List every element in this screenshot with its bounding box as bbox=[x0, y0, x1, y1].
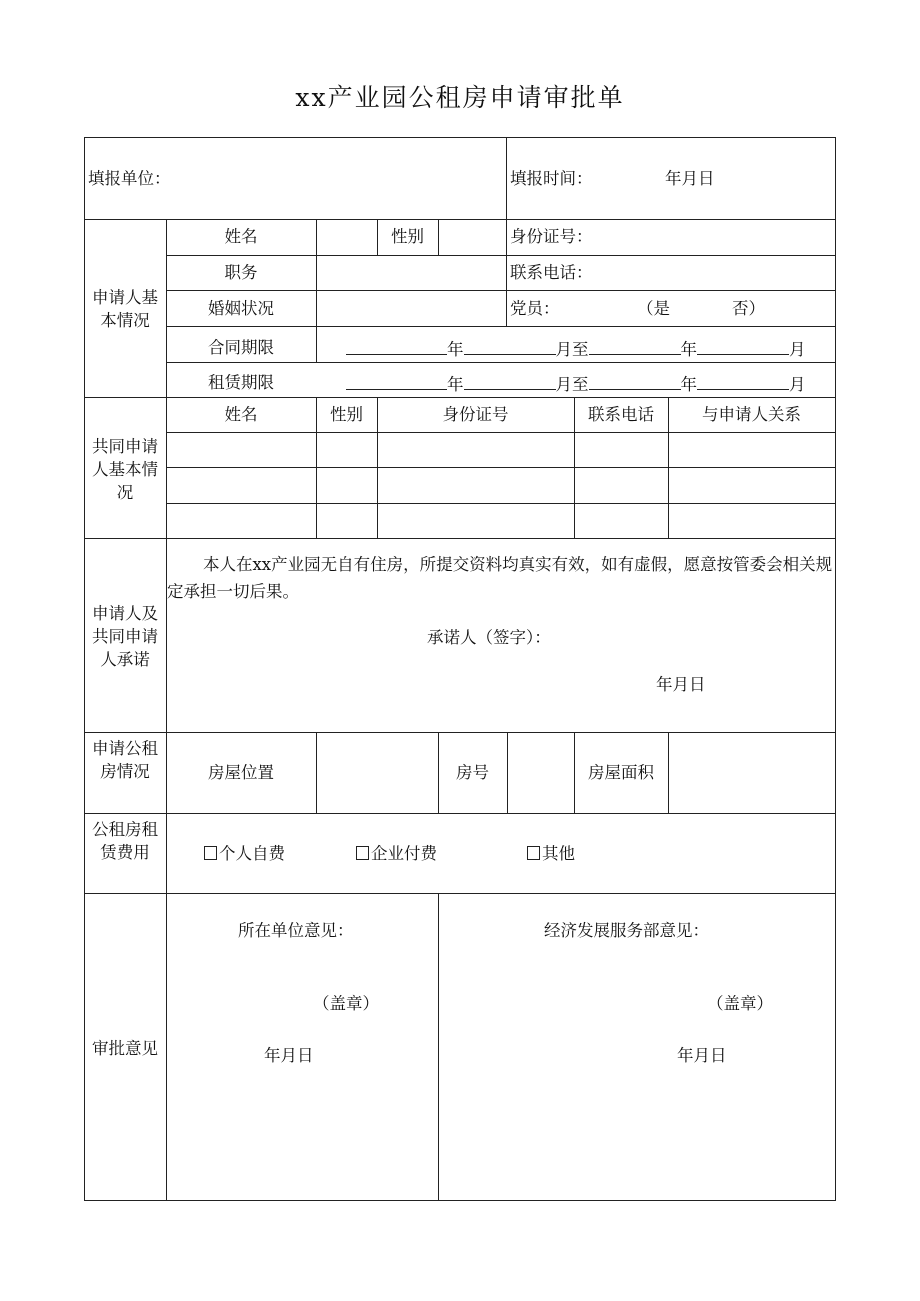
housing-area-label: 房屋面积 bbox=[588, 763, 654, 782]
co-col-name: 姓名 bbox=[224, 405, 258, 424]
marital-label: 婚姻状况 bbox=[208, 299, 274, 318]
party-label: 党员： bbox=[510, 299, 560, 318]
unit-label: 填报单位： bbox=[88, 169, 171, 188]
position-label: 职务 bbox=[224, 263, 258, 282]
party-no: 否） bbox=[732, 299, 765, 318]
lease-label: 租赁期限 bbox=[208, 373, 274, 392]
fee-section-label: 公租房租赁费用 bbox=[92, 820, 158, 862]
promise-text: 本人在xx产业园无自有住房，所提交资料均真实有效，如有虚假，愿意按管委会相关规定承担一切后果。 bbox=[167, 555, 833, 601]
housing-room-label: 房号 bbox=[456, 763, 489, 782]
housing-section-label: 申请公租房情况 bbox=[92, 739, 158, 781]
co-col-gender: 性别 bbox=[330, 405, 363, 424]
housing-location-label: 房屋位置 bbox=[208, 763, 274, 782]
time-label: 填报时间： bbox=[510, 169, 593, 188]
dept-date: 年月日 bbox=[677, 1046, 727, 1065]
fee-option-other[interactable]: 其他 bbox=[527, 846, 575, 863]
promise-section-label: 申请人及共同申请人承诺 bbox=[92, 604, 158, 669]
applicant-section-label: 申请人基本情况 bbox=[92, 288, 158, 330]
co-applicant-section-label: 共同申请人基本情况 bbox=[92, 437, 158, 502]
checkbox-icon bbox=[527, 846, 540, 860]
unit-date: 年月日 bbox=[264, 1046, 314, 1065]
fee-option-company[interactable]: 企业付费 bbox=[356, 846, 437, 863]
approval-section-label: 审批意见 bbox=[92, 1039, 158, 1058]
phone-label: 联系电话： bbox=[510, 263, 593, 282]
id-label: 身份证号： bbox=[510, 227, 593, 246]
co-col-phone: 联系电话 bbox=[588, 405, 654, 424]
contract-period: 年 月至 年 月 bbox=[346, 340, 806, 359]
promise-signer: 承诺人（签字）： bbox=[427, 628, 551, 647]
dept-seal: （盖章） bbox=[707, 994, 773, 1013]
page-title: xx产业园公租房申请审批单 bbox=[295, 83, 625, 112]
party-yes: （是 bbox=[637, 299, 670, 318]
name-label: 姓名 bbox=[224, 227, 258, 246]
unit-seal: （盖章） bbox=[313, 994, 379, 1013]
fee-option-self[interactable]: 个人自费 bbox=[204, 846, 285, 863]
checkbox-icon bbox=[204, 846, 217, 860]
dept-opinion-label: 经济发展服务部意见： bbox=[544, 921, 709, 940]
lease-period: 年 月至 年 月 bbox=[346, 375, 806, 394]
promise-date: 年月日 bbox=[656, 675, 706, 694]
co-col-id: 身份证号 bbox=[442, 405, 509, 424]
time-date: 年月日 bbox=[665, 169, 715, 188]
checkbox-icon bbox=[356, 846, 369, 860]
unit-opinion-label: 所在单位意见： bbox=[238, 921, 354, 940]
co-col-relation: 与申请人关系 bbox=[702, 405, 801, 424]
gender-label: 性别 bbox=[391, 227, 424, 246]
contract-label: 合同期限 bbox=[208, 338, 274, 357]
